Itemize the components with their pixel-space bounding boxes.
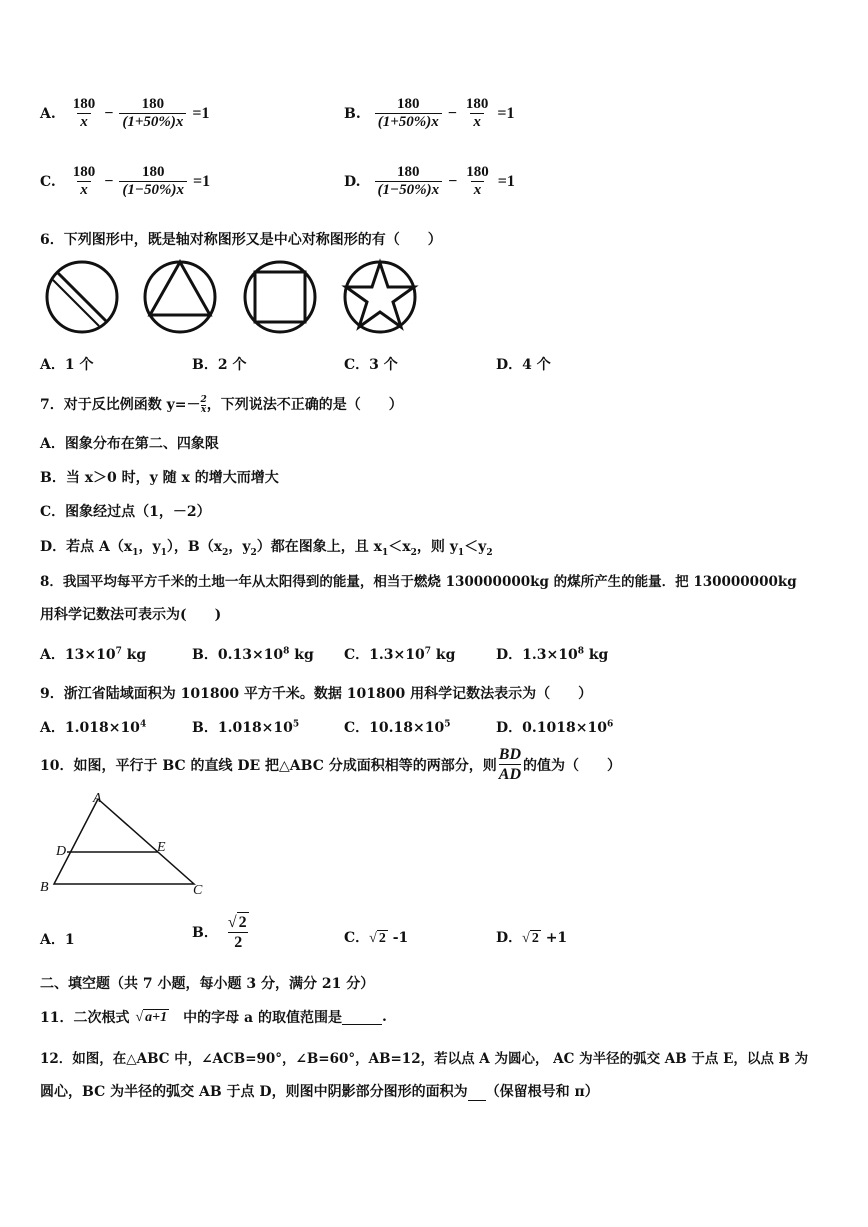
text: ），B（x xyxy=(166,539,223,555)
vertex-label-e: E xyxy=(157,840,166,855)
text: ＜y xyxy=(464,539,487,555)
q9-option-a xyxy=(40,717,146,737)
minus-sign: − xyxy=(104,104,114,122)
q10-option-c xyxy=(344,927,408,947)
fraction xyxy=(119,164,187,200)
text: ，y xyxy=(228,539,251,555)
triangle-abc xyxy=(54,799,194,884)
q6-option-b: B．2 个 xyxy=(192,357,247,373)
q8-option-d xyxy=(496,644,608,664)
option-label: D. xyxy=(344,173,361,190)
exponent: 5 xyxy=(292,719,300,730)
subscript: 1 xyxy=(132,547,139,558)
text: ）都在图象上，且 x xyxy=(256,539,382,555)
exponent: 8 xyxy=(283,646,290,657)
exponent: 7 xyxy=(424,646,431,657)
base: 10.18×10 xyxy=(369,720,445,736)
stem-text: 7．对于反比例函数 y=－ xyxy=(40,397,201,413)
q7-option-d xyxy=(40,536,493,558)
numerator: 180 xyxy=(72,96,96,112)
equals-one: =1 xyxy=(192,104,210,122)
numerator: 180 xyxy=(141,164,165,180)
numerator: 2 xyxy=(200,394,207,405)
option-label: C． xyxy=(344,647,370,663)
answer-blank xyxy=(468,1086,486,1101)
q8-stem-line1: 8．我国平均每平方千米的土地一年从太阳得到的能量，相当于燃烧 130000000kg 的煤所产生的能量．把 130000000kg xyxy=(40,574,797,590)
fraction xyxy=(463,164,492,200)
q6-figures xyxy=(40,257,420,339)
exponent: 8 xyxy=(577,646,584,657)
radicand: 2 xyxy=(238,914,247,931)
q6-option-c: C．3 个 xyxy=(344,357,398,373)
numerator: 180 xyxy=(397,164,420,180)
numerator: 180 xyxy=(396,96,420,112)
option-label: B． xyxy=(192,925,218,942)
exponent: 6 xyxy=(606,719,614,730)
subscript: 2 xyxy=(222,547,229,558)
stem-text: 10．如图，平行于 BC 的直线 DE 把△ABC 分成面积相等的两部分，则 xyxy=(40,757,497,774)
q5-option-d xyxy=(344,164,517,200)
denominator: AD xyxy=(498,766,521,784)
q10-option-d xyxy=(496,927,567,947)
q12-stem-line1: 12．如图，在△ABC 中，∠ACB=90°，∠B=60°，AB=12，若以点 A 为圆心， AC 为半径的弧交 AB 于点 E，以点 B 为 xyxy=(40,1051,809,1067)
denominator: x xyxy=(200,404,207,415)
text: ，则 y xyxy=(416,539,458,555)
base: 0.13×10 xyxy=(217,647,284,663)
subscript: 2 xyxy=(250,547,257,558)
denominator: x xyxy=(473,114,481,131)
answer-blank xyxy=(342,1010,382,1025)
q7-option-a: A．图象分布在第二、四象限 xyxy=(40,436,219,452)
base: 1.3×10 xyxy=(369,647,425,663)
stem-text: 的值为（ ） xyxy=(523,757,621,774)
fraction xyxy=(228,912,249,952)
option-label: A. xyxy=(40,105,56,122)
option-label: D． xyxy=(496,720,523,736)
sqrt: √ a+1 xyxy=(135,1009,168,1025)
numerator: 180 xyxy=(72,164,96,180)
q8-option-c xyxy=(344,644,455,664)
equals-one: =1 xyxy=(192,172,211,190)
denominator: x xyxy=(80,114,88,131)
vertex-label-b: B xyxy=(40,880,49,895)
option-label: B. xyxy=(344,105,361,122)
denominator: x xyxy=(473,182,482,199)
vertex-label-d: D xyxy=(56,844,67,859)
vertex-label-c: C xyxy=(193,883,203,898)
base: 1.018×10 xyxy=(217,720,293,736)
subscript: 1 xyxy=(382,547,389,558)
q5-option-b xyxy=(344,96,517,132)
exponent: 5 xyxy=(444,719,451,730)
q7-option-c: C．图象经过点（1，－2） xyxy=(40,504,211,520)
circle-with-square-figure xyxy=(245,262,315,332)
numerator: 180 xyxy=(466,164,489,180)
q10-stem xyxy=(40,745,621,784)
subscript: 1 xyxy=(457,547,465,558)
option-label: D． xyxy=(496,930,523,946)
sqrt: √ 2 xyxy=(369,931,386,946)
base: 1.018×10 xyxy=(64,720,140,736)
stem-text: 圆心，BC 为半径的弧交 AB 于点 D，则图中阴影部分图形的面积为 xyxy=(40,1084,468,1100)
stem-text: . xyxy=(381,1009,387,1025)
option-label: D． xyxy=(496,647,523,663)
numerator: 180 xyxy=(141,96,165,112)
unit: kg xyxy=(289,647,314,663)
minus-sign: − xyxy=(104,172,114,190)
q9-option-d xyxy=(496,717,613,737)
option-label: C． xyxy=(344,720,370,736)
fraction xyxy=(70,96,99,132)
q6-option-a: A．1 个 xyxy=(40,357,94,373)
text: +1 xyxy=(540,930,568,946)
fraction xyxy=(499,745,521,784)
q7-stem xyxy=(40,394,403,415)
denominator: (1−50%)x xyxy=(122,182,184,199)
triangle-abc-diagram xyxy=(36,788,216,898)
equals-one: =1 xyxy=(497,104,515,122)
denominator: (1+50%)x xyxy=(122,114,184,131)
denominator: (1+50%)x xyxy=(377,114,439,131)
fraction xyxy=(375,96,442,132)
denominator: (1−50%)x xyxy=(377,182,440,199)
text: D．若点 A（x xyxy=(40,539,133,555)
subscript: 2 xyxy=(410,547,417,558)
sqrt: √ 2 xyxy=(522,931,539,946)
exponent: 4 xyxy=(139,719,147,730)
text: ＜x xyxy=(388,539,411,555)
base: 13×10 xyxy=(64,647,116,663)
option-label: B． xyxy=(192,647,218,663)
text: ，y xyxy=(138,539,161,555)
radicand: 2 xyxy=(531,931,539,946)
base: 0.1018×10 xyxy=(522,720,607,736)
q8-stem-line2: 用科学记数法可表示为( ) xyxy=(40,607,222,623)
subscript: 1 xyxy=(160,547,167,558)
exponent: 7 xyxy=(115,646,122,657)
stem-text: 中的字母 a 的取值范围是 xyxy=(183,1010,342,1026)
minus-sign: − xyxy=(447,104,457,122)
base: 1.3×10 xyxy=(522,647,578,663)
radicand: 2 xyxy=(378,931,386,946)
q11-stem xyxy=(40,1007,387,1027)
numerator: 180 xyxy=(465,96,489,112)
fraction xyxy=(463,96,492,132)
circle-with-slash-figure xyxy=(47,262,117,332)
q5-option-a xyxy=(40,96,212,132)
option-label: C． xyxy=(344,930,370,946)
stem-text: ，下列说法不正确的是（ ） xyxy=(206,397,403,413)
q6-stem: 6．下列图形中，既是轴对称图形又是中心对称图形的有（ ） xyxy=(40,232,442,248)
vertex-label-a: A xyxy=(93,791,102,806)
q5-option-c xyxy=(40,164,212,200)
denominator: 2 xyxy=(228,932,248,952)
q9-option-c xyxy=(344,717,450,737)
denominator: x xyxy=(80,182,88,199)
section-heading: 二、填空题（共 7 小题，每小题 3 分，满分 21 分） xyxy=(40,976,375,992)
fraction xyxy=(119,96,186,132)
q6-option-d: D．4 个 xyxy=(496,357,551,373)
q12-stem-line2 xyxy=(40,1081,599,1101)
q8-option-a xyxy=(40,644,146,664)
q7-option-b: B．当 x＞0 时，y 随 x 的增大而增大 xyxy=(40,470,279,486)
option-label: A． xyxy=(40,647,65,663)
option-label: A． xyxy=(40,720,65,736)
circle-with-star-figure xyxy=(345,262,415,332)
q10-option-a: A．1 xyxy=(40,932,75,948)
numerator: BD xyxy=(498,746,521,763)
unit: kg xyxy=(121,647,147,663)
unit: kg xyxy=(583,647,609,663)
stem-text: （保留根号和 π） xyxy=(485,1084,599,1100)
option-label: C. xyxy=(40,173,56,190)
stem-text: 11．二次根式 xyxy=(40,1010,130,1026)
q9-stem: 9．浙江省陆域面积为 101800 平方千米。数据 101800 用科学记数法表示为（ ） xyxy=(40,686,593,702)
q8-option-b xyxy=(192,644,314,664)
equals-one: =1 xyxy=(497,172,515,190)
sqrt: √ 2 xyxy=(227,914,247,931)
q10-option-b xyxy=(192,912,249,952)
unit: kg xyxy=(431,647,456,663)
option-label: B． xyxy=(192,720,218,736)
q9-option-b xyxy=(192,717,299,737)
text: -1 xyxy=(387,930,409,946)
fraction xyxy=(70,164,99,200)
radicand: a+1 xyxy=(145,1009,168,1025)
minus-sign: − xyxy=(448,172,458,190)
subscript: 2 xyxy=(486,547,493,558)
circle-with-triangle-figure xyxy=(145,262,215,332)
fraction xyxy=(375,164,443,200)
